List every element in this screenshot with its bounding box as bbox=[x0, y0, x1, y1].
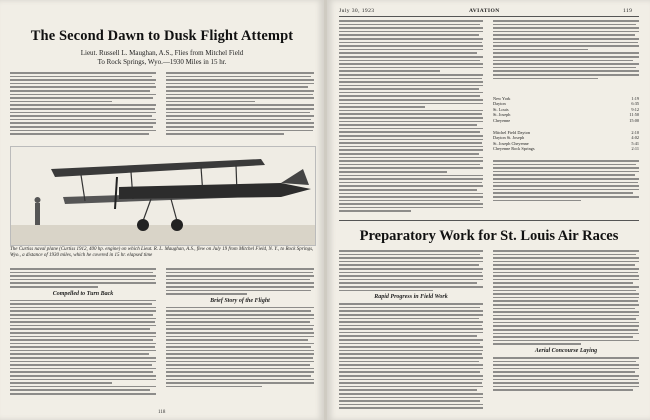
table-row: St. Louis 9:12 bbox=[493, 106, 639, 112]
section-rule bbox=[339, 220, 639, 221]
table-row: St. Joseph 11:50 bbox=[493, 112, 639, 118]
article-title-2: Preparatory Work for St. Louis Air Races bbox=[359, 228, 619, 244]
table-row: Dayton 6:35 bbox=[493, 101, 639, 107]
subheading-brief-story: Brief Story of the Flight bbox=[210, 297, 270, 304]
page-number-left: 118 bbox=[158, 410, 166, 415]
subheading-field-work: Rapid Progress in Field Work bbox=[374, 294, 448, 301]
timetable-2 bbox=[493, 130, 639, 152]
text-column-6 bbox=[493, 20, 639, 216]
running-header-publication: AVIATION bbox=[469, 8, 500, 14]
subheading-turn-back: Compelled to Turn Back bbox=[52, 290, 114, 297]
text-column-2 bbox=[166, 72, 314, 142]
table-row: New York 1:19 bbox=[493, 96, 639, 101]
byline-line-2: To Rock Springs, Wyo.—1930 Miles in 15 hr. bbox=[97, 58, 227, 66]
text-column-5 bbox=[339, 20, 483, 216]
byline-line-1: Lieut. Russell L. Maughan, A.S., Flies from Mitchel Field bbox=[80, 49, 244, 57]
photo-caption: The Curtiss naval plane (Curtiss 1912, 400 hp. engine) on which Lieut. R. L. Maughan, A.S., flew on July 19 from Mitchel Field, N. Y., to Rock Springs, Wyo., a distance of 1930 miles, which he covered in 15 hr. elapsed time bbox=[10, 247, 314, 258]
running-header-folio: 119 bbox=[623, 8, 633, 14]
text-column-1 bbox=[10, 72, 156, 142]
biplane-illustration bbox=[11, 147, 315, 245]
timetable-1 bbox=[493, 96, 639, 123]
airplane-photo bbox=[10, 146, 316, 246]
header-rule bbox=[339, 16, 639, 17]
table-row: Cheyenne 15:00 bbox=[493, 117, 639, 123]
table-row: St. Joseph Cheyenne 5:41 bbox=[493, 140, 639, 146]
table-row: Mitchel Field Dayton 2:10 bbox=[493, 130, 639, 135]
text-column-7 bbox=[339, 250, 483, 412]
text-column-4 bbox=[166, 268, 314, 408]
table-row: Cheyenne Rock Springs 2:11 bbox=[493, 146, 639, 152]
left-page bbox=[0, 0, 324, 420]
right-page bbox=[327, 0, 650, 420]
article-title: The Second Dawn to Dusk Flight Attempt bbox=[30, 28, 294, 44]
subheading-aerial-concourse: Aerial Concourse Laying bbox=[534, 348, 598, 355]
text-column-3 bbox=[10, 268, 156, 408]
table-row: Dayton St. Joseph 4:02 bbox=[493, 135, 639, 141]
text-column-8 bbox=[493, 250, 639, 412]
running-header-date: July 30, 1923 bbox=[339, 8, 375, 14]
